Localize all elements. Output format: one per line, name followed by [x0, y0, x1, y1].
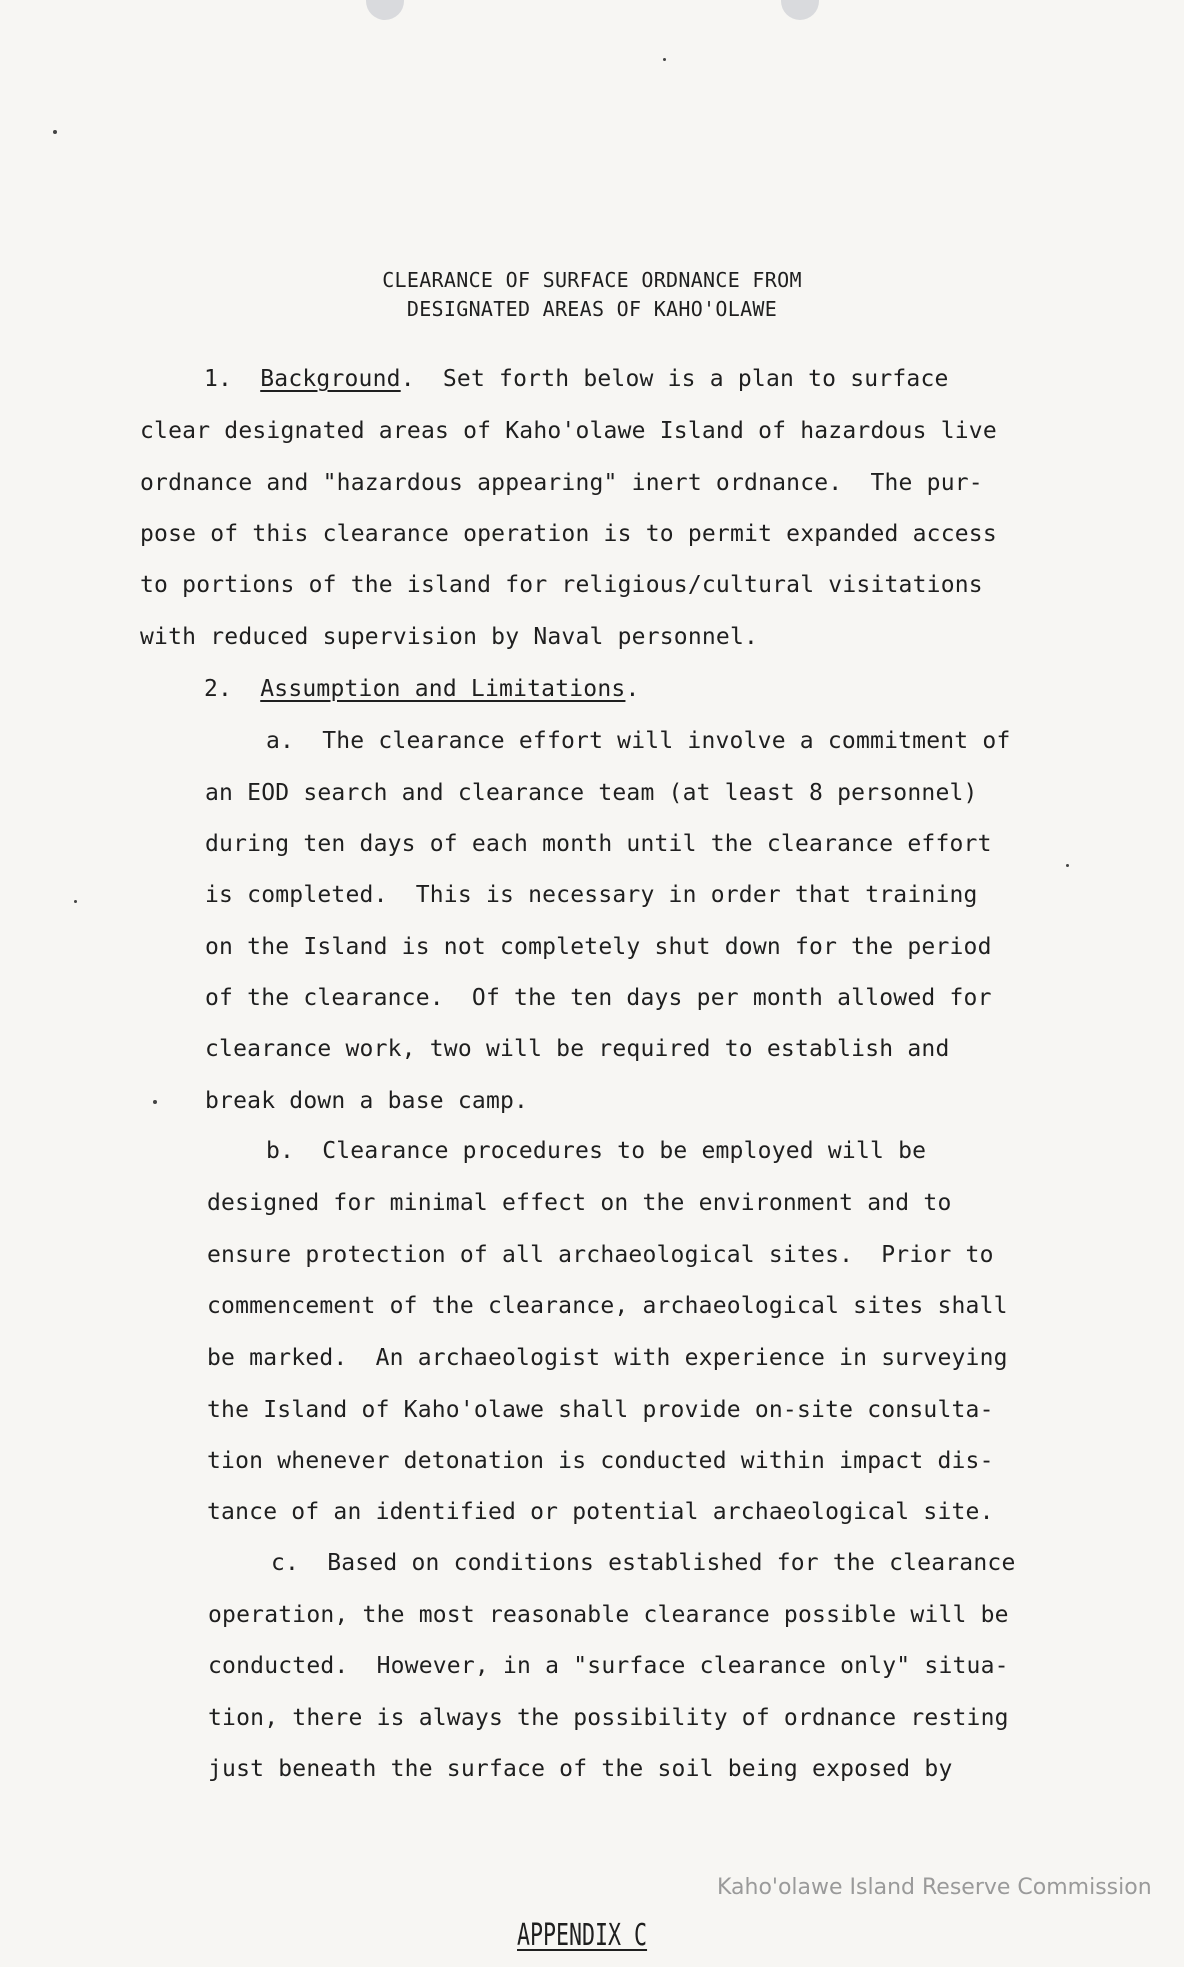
body-line: ordnance and "hazardous appearing" inert ordnance. The pur- — [140, 470, 983, 496]
para-b-line: commencement of the clearance, archaeological sites shall — [207, 1293, 1008, 1319]
para-c-line: tion, there is always the possibility of ordnance resting — [208, 1705, 1009, 1731]
para-b-line: b. Clearance procedures to be employed will be — [266, 1138, 927, 1164]
section-2-heading-line: 2. Assumption and Limitations. — [204, 676, 640, 702]
para-a-line: is completed. This is necessary in order that training — [205, 882, 978, 908]
section-number: 1. — [204, 366, 233, 392]
punch-hole — [781, 0, 819, 20]
paper-speck — [663, 58, 666, 61]
para-b-line: ensure protection of all archaeological sites. Prior to — [207, 1242, 994, 1268]
body-line: pose of this clearance operation is to permit expanded access — [140, 521, 997, 547]
appendix-label: APPENDIX C — [517, 1918, 648, 1953]
body-text: Set forth below is a plan to surface — [414, 366, 949, 392]
para-c-line: just beneath the surface of the soil being exposed by — [208, 1756, 953, 1782]
para-a-line: of the clearance. Of the ten days per month allowed for — [205, 985, 992, 1011]
title-line-2: DESIGNATED AREAS OF KAHO'OLAWE — [406, 297, 778, 321]
body-line: with reduced supervision by Naval personnel. — [140, 624, 759, 650]
para-b-line: the Island of Kaho'olawe shall provide on-site consulta- — [207, 1397, 994, 1423]
section-1-heading-line: 1. Background. Set forth below is a plan to surface — [204, 366, 949, 392]
para-c-line: conducted. However, in a "surface clearance only" situa- — [208, 1653, 1009, 1679]
para-a-line: break down a base camp. — [205, 1088, 529, 1114]
paper-speck — [74, 900, 77, 903]
para-c-line: c. Based on conditions established for the clearance — [271, 1550, 1016, 1576]
para-a-line: during ten days of each month until the clearance effort — [205, 831, 992, 857]
paper-speck — [153, 1100, 157, 1104]
body-line: to portions of the island for religious/cultural visitations — [140, 572, 983, 598]
para-b-line: tion whenever detonation is conducted within impact dis- — [207, 1448, 994, 1474]
para-a-line: a. The clearance effort will involve a commitment of — [266, 728, 1011, 754]
paper-speck — [1066, 864, 1069, 867]
punch-hole — [366, 0, 404, 20]
body-line: clear designated areas of Kaho'olawe Island of hazardous live — [140, 418, 997, 444]
para-b-line: designed for minimal effect on the environment and to — [207, 1190, 952, 1216]
section-heading: Background — [260, 366, 401, 392]
paper-speck — [53, 130, 57, 134]
watermark: Kaho'olawe Island Reserve Commission — [717, 1875, 1152, 1900]
document-title — [0, 266, 1184, 324]
para-a-line: clearance work, two will be required to establish and — [205, 1036, 950, 1062]
section-heading: Assumption and Limitations — [260, 676, 626, 702]
para-b-line: be marked. An archaeologist with experience in surveying — [207, 1345, 1008, 1371]
para-c-line: operation, the most reasonable clearance possible will be — [208, 1602, 1009, 1628]
title-line-1: CLEARANCE OF SURFACE ORDNANCE FROM — [382, 268, 802, 292]
para-a-line: an EOD search and clearance team (at least 8 personnel) — [205, 780, 978, 806]
para-a-line: on the Island is not completely shut down for the period — [205, 934, 992, 960]
para-b-line: tance of an identified or potential archaeological site. — [207, 1499, 994, 1525]
section-number: 2. — [204, 676, 233, 702]
